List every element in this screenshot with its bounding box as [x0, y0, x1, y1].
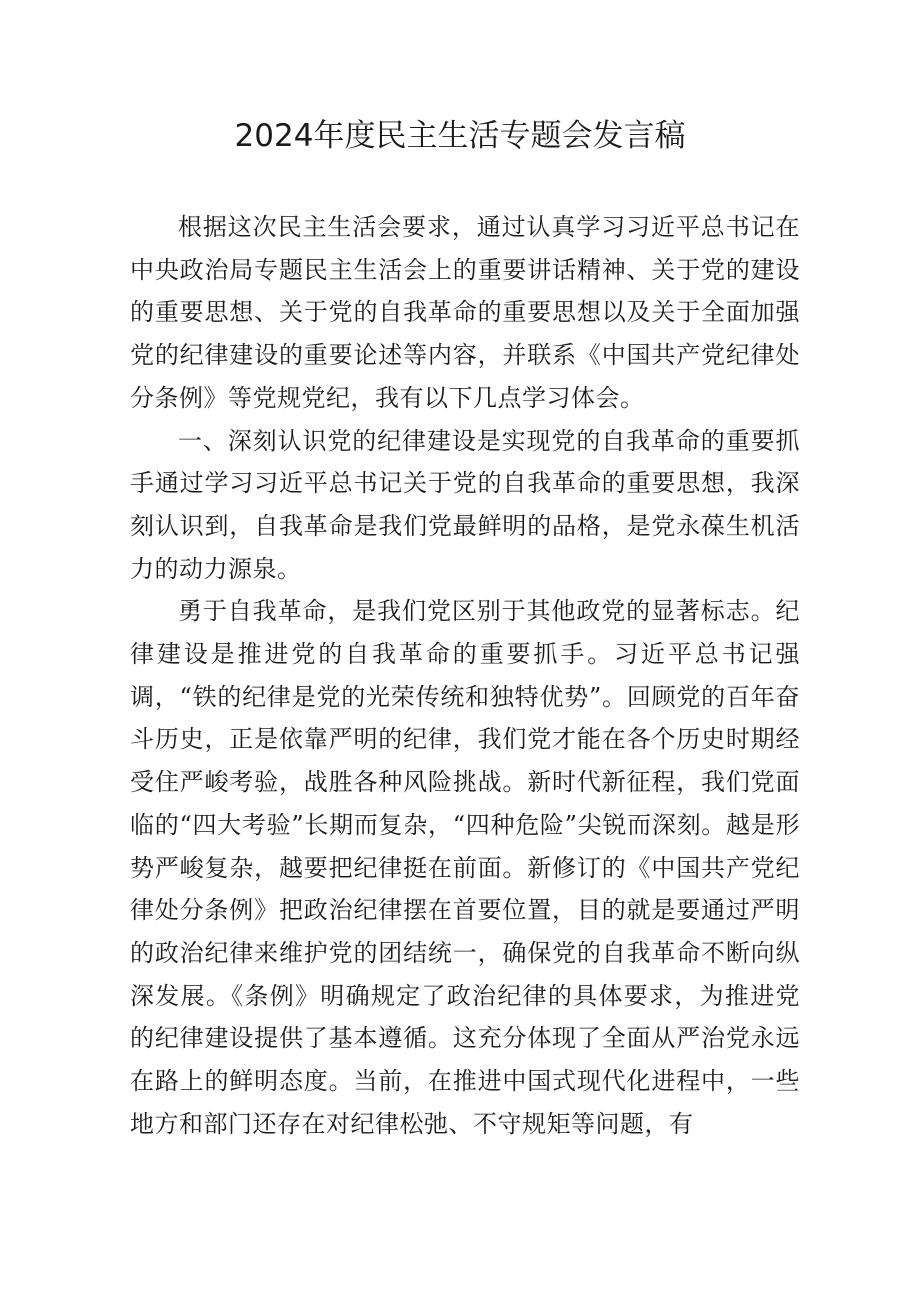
paragraph: 根据这次民主生活会要求，通过认真学习习近平总书记在中央政治局专题民主生活会上的重要讲话精神、关于党的建设的重要思想、关于党的自我革命的重要思想以及关于全面加强党的纪律建设的重要论述等内容，并联系《中国共产党纪律处分条例》等党规党纪，我有以下几点学习体会。 [130, 213, 800, 412]
document-title: 2024年度民主生活专题会发言稿 [234, 118, 686, 154]
paragraph: 勇于自我革命，是我们党区别于其他政党的显著标志。纪律建设是推进党的自我革命的重要抓手。习近平总书记强调，“铁的纪律是党的光荣传统和独特优势”。回顾党的百年奋斗历史，正是依靠严明的纪律，我们党才能在各个历史时期经受住严峻考验，战胜各种风险挑战。新时代新征程，我们党面临的“四大考验”长期而复杂，“四种危险”尖锐而深刻。越是形势严峻复杂，越要把纪律挺在前面。新修订的《中国共产党纪律处分条例》把政治纪律摆在首要位置，目的就是要通过严明的政治纪律来维护党的团结统一，确保党的自我革命不断向纵深发展。《条例》明确规定了政治纪律的具体要求，为推进党的纪律建设提供了基本遵循。这充分体现了全面从严治党永远在路上的鲜明态度。当前，在推进中国式现代化进程中，一些地方和部门还存在对纪律松弛、不守规矩等问题，有 [130, 597, 800, 1138]
paragraph: 一、深刻认识党的纪律建设是实现党的自我革命的重要抓手通过学习习近平总书记关于党的自我革命的重要思想，我深刻认识到，自我革命是我们党最鲜明的品格，是党永葆生机活力的动力源泉。 [130, 426, 800, 583]
document-body [130, 206, 800, 1145]
